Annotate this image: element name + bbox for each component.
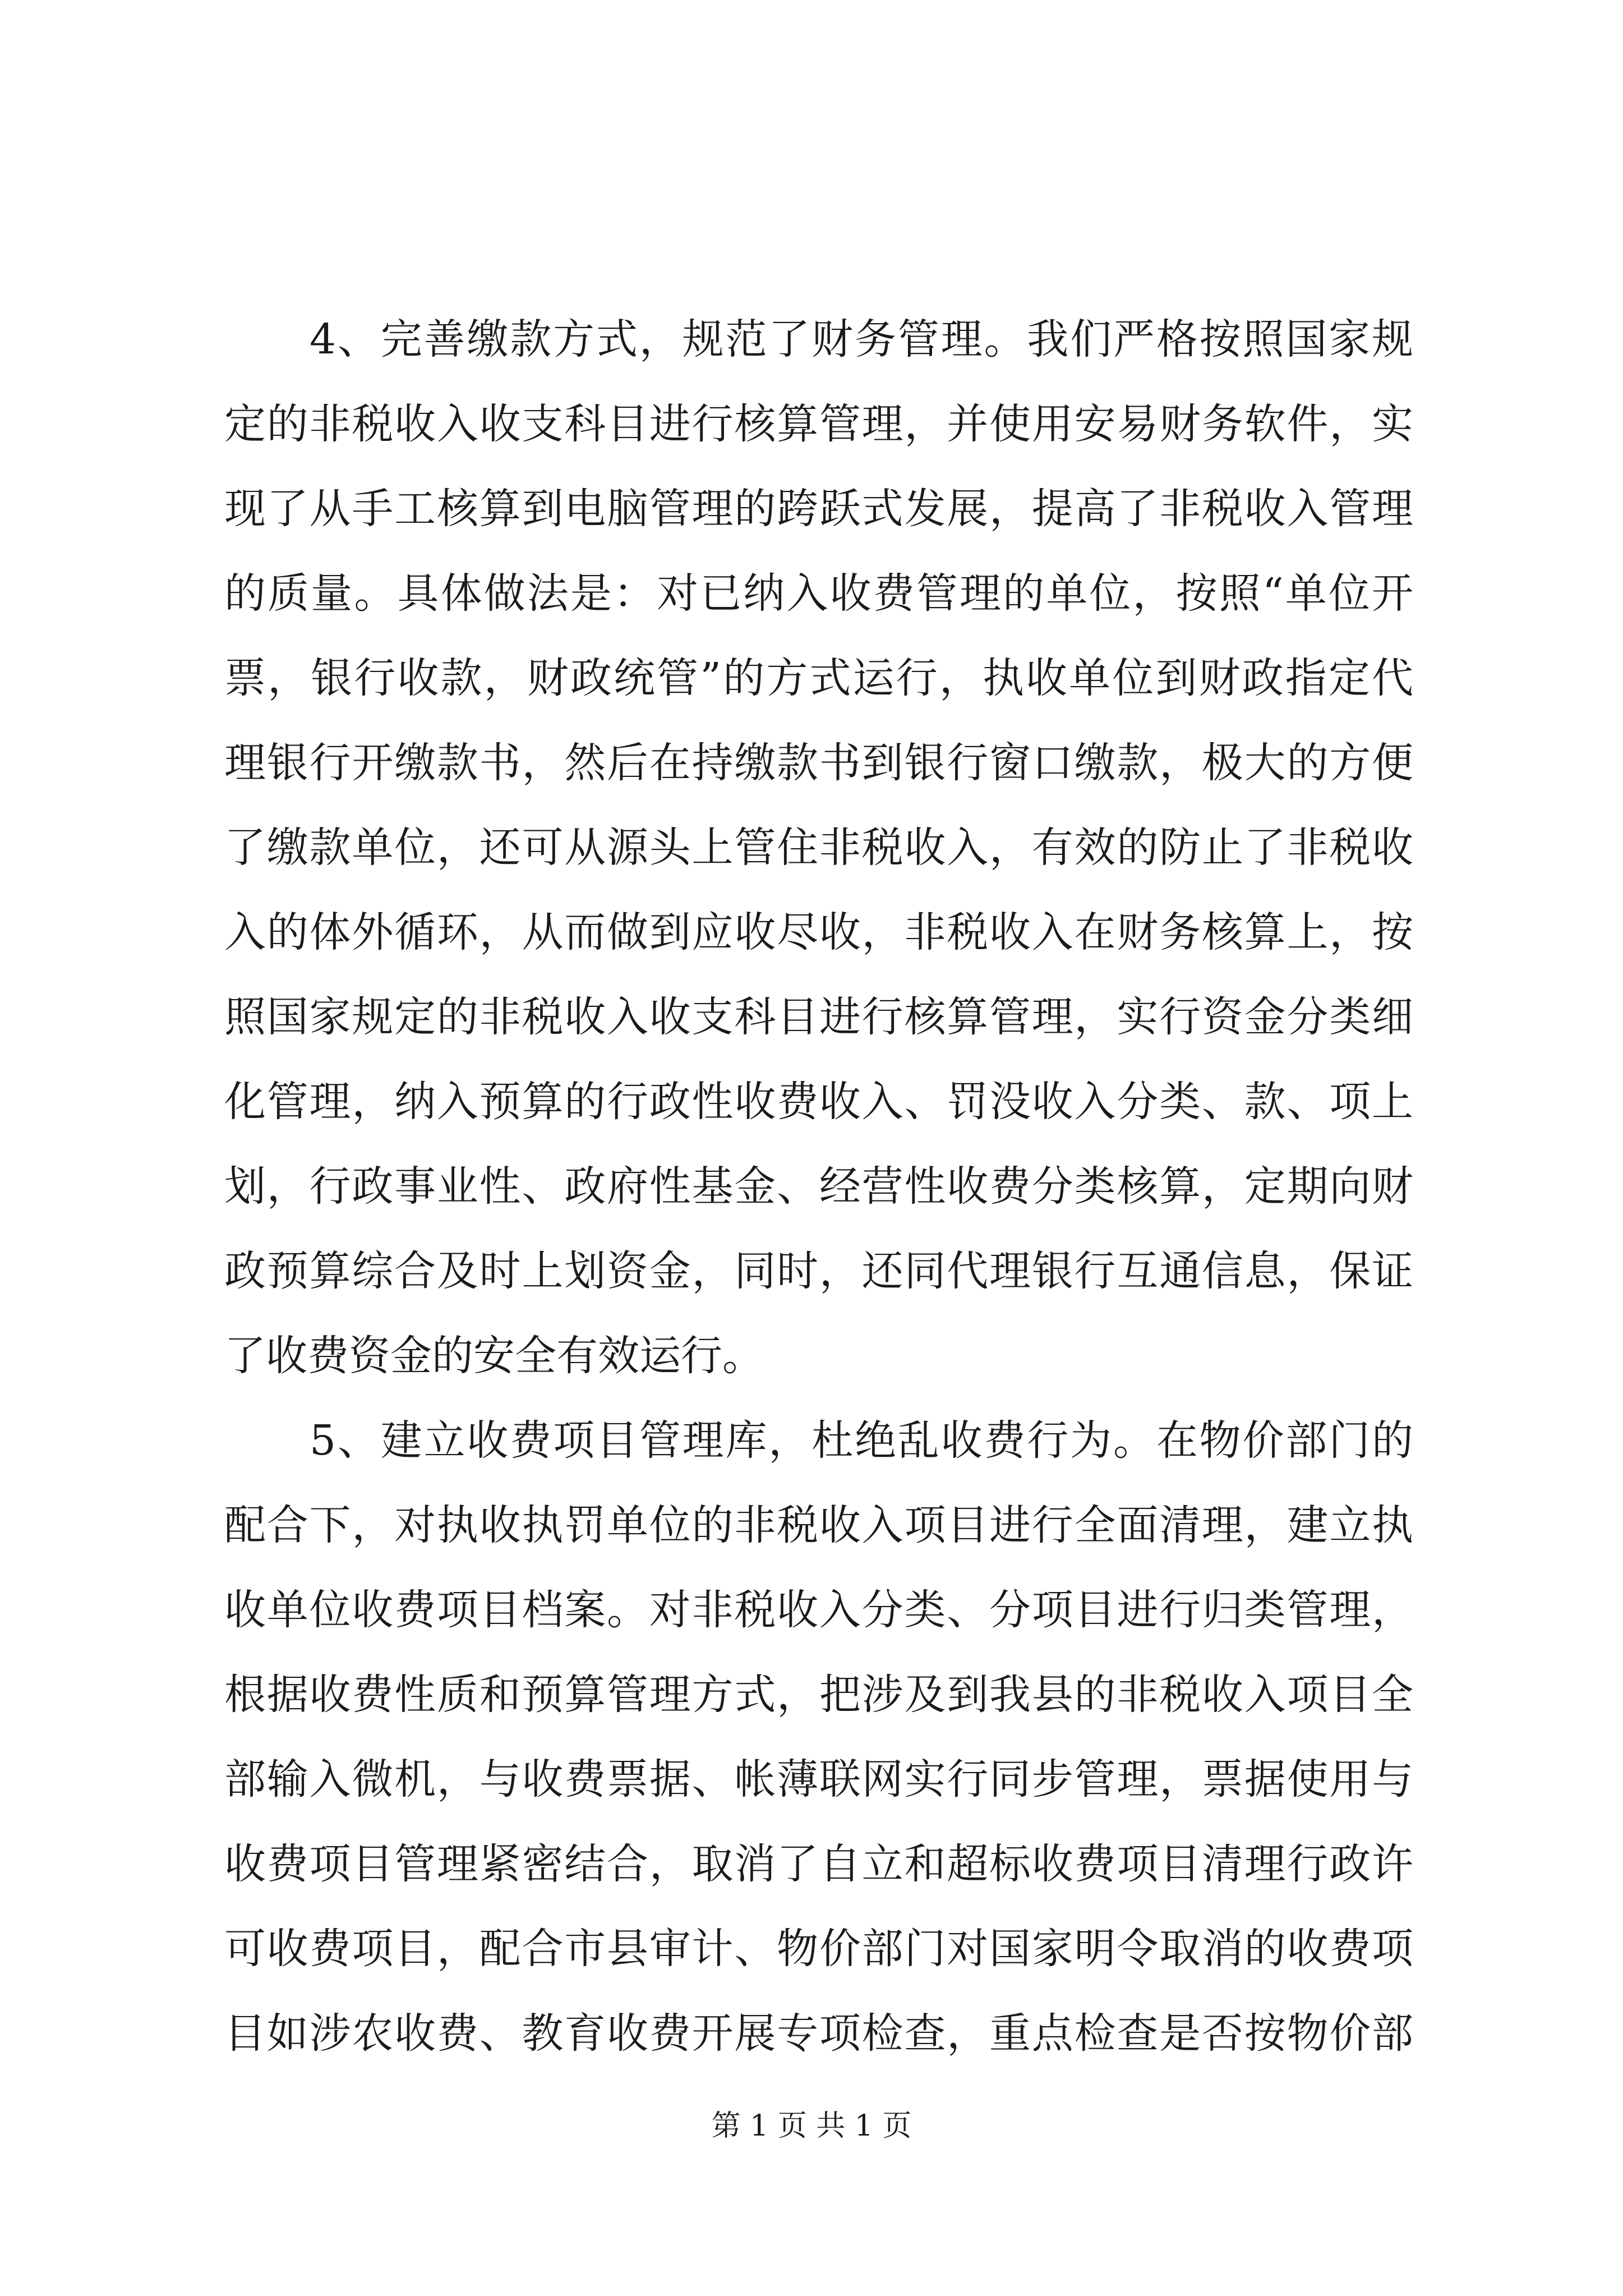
text-line: 的质量。具体做法是：对已纳入收费管理的单位，按照“单位开 xyxy=(224,569,1413,618)
text-line: 照国家规定的非税收入收支科目进行核算管理，实行资金分类细 xyxy=(224,993,1413,1041)
text-line: 入的体外循环，从而做到应收尽收，非税收入在财务核算上，按 xyxy=(224,908,1413,956)
text-line: 收单位收费项目档案。对非税收入分类、分项目进行归类管理， xyxy=(224,1586,1413,1634)
text-line: 化管理，纳入预算的行政性收费收入、罚没收入分类、款、项上 xyxy=(224,1078,1413,1126)
text-line: 配合下，对执收执罚单位的非税收入项目进行全面清理，建立执 xyxy=(224,1501,1413,1549)
page-number-footer: 第 1 页 共 1 页 xyxy=(711,2109,912,2143)
paragraph-2 xyxy=(224,1398,1413,2076)
text-line: 根据收费性质和预算管理方式，把涉及到我县的非税收入项目全 xyxy=(224,1671,1413,1719)
text-line: 了缴款单位，还可从源头上管住非税收入，有效的防止了非税收 xyxy=(224,823,1413,872)
text-line: 现了从手工核算到电脑管理的跨跃式发展，提高了非税收入管理 xyxy=(224,485,1413,533)
text-line: 5、建立收费项目管理库，杜绝乱收费行为。在物价部门的 xyxy=(310,1416,1413,1465)
text-line: 划，行政事业性、政府性基金、经营性收费分类核算，定期向财 xyxy=(224,1162,1413,1211)
text-line: 定的非税收入收支科目进行核算管理，并使用安易财务软件，实 xyxy=(224,400,1413,448)
paragraph-1 xyxy=(224,297,1413,1398)
text-line: 政预算综合及时上划资金，同时，还同代理银行互通信息，保证 xyxy=(224,1247,1413,1295)
text-line: 票，银行收款，财政统管”的方式运行，执收单位到财政指定代 xyxy=(224,654,1413,702)
text-line: 理银行开缴款书，然后在持缴款书到银行窗口缴款，极大的方便 xyxy=(224,739,1413,787)
text-line: 4、完善缴款方式，规范了财务管理。我们严格按照国家规 xyxy=(310,315,1413,364)
document-body xyxy=(224,297,1413,2076)
text-line: 目如涉农收费、教育收费开展专项检查，重点检查是否按物价部 xyxy=(224,2009,1413,2058)
text-line: 了收费资金的安全有效运行。 xyxy=(224,1332,764,1380)
text-line: 收费项目管理紧密结合，取消了自立和超标收费项目清理行政许 xyxy=(224,1840,1413,1888)
text-line: 部输入微机，与收费票据、帐薄联网实行同步管理，票据使用与 xyxy=(224,1755,1413,1803)
text-line: 可收费项目，配合市县审计、物价部门对国家明令取消的收费项 xyxy=(224,1925,1413,1973)
